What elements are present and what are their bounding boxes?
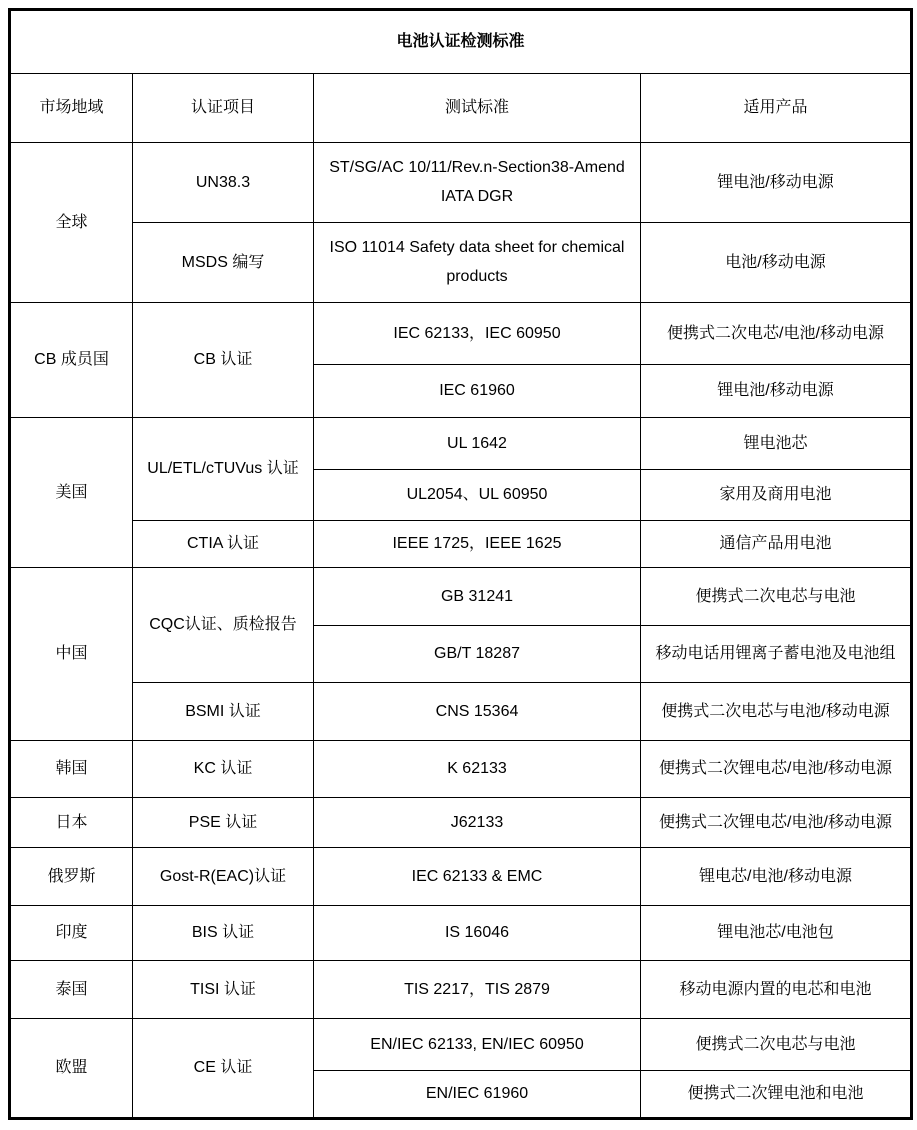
cert-cell: CE 认证 <box>133 1019 314 1119</box>
product-cell: 锂电池芯 <box>641 418 912 470</box>
product-cell: 便携式二次锂电芯/电池/移动电源 <box>641 741 912 798</box>
cert-cell: CB 认证 <box>133 303 314 418</box>
table-row <box>10 521 912 568</box>
standard-cell: EN/IEC 62133, EN/IEC 60950 <box>314 1019 641 1071</box>
product-cell: 家用及商用电池 <box>641 470 912 521</box>
header-row <box>10 74 912 143</box>
cert-cell: CTIA 认证 <box>133 521 314 568</box>
table-row <box>10 143 912 223</box>
standard-cell: IEC 62133，IEC 60950 <box>314 303 641 365</box>
cert-cell: CQC认证、质检报告 <box>133 568 314 683</box>
product-cell: 便携式二次电芯与电池 <box>641 1019 912 1071</box>
standard-cell <box>314 143 641 223</box>
title-row <box>10 10 912 74</box>
table-row <box>10 1019 912 1071</box>
region-cell: 美国 <box>10 418 133 568</box>
product-cell: 便携式二次锂电芯/电池/移动电源 <box>641 798 912 848</box>
standard-cell: IEEE 1725，IEEE 1625 <box>314 521 641 568</box>
cert-cell: Gost-R(EAC)认证 <box>133 848 314 906</box>
region-cell: 韩国 <box>10 741 133 798</box>
table-row <box>10 961 912 1019</box>
product-cell: 通信产品用电池 <box>641 521 912 568</box>
table-row <box>10 223 912 303</box>
region-cell: CB 成员国 <box>10 303 133 418</box>
product-cell: 电池/移动电源 <box>641 223 912 303</box>
region-cell: 欧盟 <box>10 1019 133 1119</box>
column-header-region: 市场地域 <box>10 74 133 143</box>
cert-cell: MSDS 编写 <box>133 223 314 303</box>
region-cell: 泰国 <box>10 961 133 1019</box>
standard-cell: EN/IEC 61960 <box>314 1071 641 1119</box>
standard-cell: K 62133 <box>314 741 641 798</box>
cert-cell: PSE 认证 <box>133 798 314 848</box>
table-row <box>10 683 912 741</box>
product-cell: 锂电池/移动电源 <box>641 365 912 418</box>
product-cell: 移动电话用锂离子蓄电池及电池组 <box>641 626 912 683</box>
standard-cell: CNS 15364 <box>314 683 641 741</box>
cert-cell: TISI 认证 <box>133 961 314 1019</box>
standard-cell <box>314 223 641 303</box>
cert-cell: BIS 认证 <box>133 906 314 961</box>
standard-cell: UL 1642 <box>314 418 641 470</box>
region-cell: 中国 <box>10 568 133 741</box>
cert-cell: UN38.3 <box>133 143 314 223</box>
region-cell: 日本 <box>10 798 133 848</box>
table-row <box>10 303 912 365</box>
cert-cell: BSMI 认证 <box>133 683 314 741</box>
product-cell: 移动电源内置的电芯和电池 <box>641 961 912 1019</box>
page-title: 电池认证检测标准 <box>10 10 912 74</box>
table-row <box>10 741 912 798</box>
standard-cell: GB/T 18287 <box>314 626 641 683</box>
region-cell: 印度 <box>10 906 133 961</box>
cert-cell: KC 认证 <box>133 741 314 798</box>
standard-cell: UL2054、UL 60950 <box>314 470 641 521</box>
cert-cell: UL/ETL/cTUVus 认证 <box>133 418 314 521</box>
standard-cell: IEC 61960 <box>314 365 641 418</box>
standard-cell: TIS 2217，TIS 2879 <box>314 961 641 1019</box>
standard-cell: IS 16046 <box>314 906 641 961</box>
product-cell: 便携式二次电芯与电池/移动电源 <box>641 683 912 741</box>
product-cell: 便携式二次电芯与电池 <box>641 568 912 626</box>
table-row <box>10 906 912 961</box>
region-cell: 俄罗斯 <box>10 848 133 906</box>
table-row <box>10 418 912 470</box>
standard-line: IATA DGR <box>440 187 514 205</box>
table-row <box>10 568 912 626</box>
product-cell: 锂电芯/电池/移动电源 <box>641 848 912 906</box>
standard-cell: IEC 62133 & EMC <box>314 848 641 906</box>
product-cell: 锂电池芯/电池包 <box>641 906 912 961</box>
standard-cell: GB 31241 <box>314 568 641 626</box>
column-header-standard: 测试标准 <box>314 74 641 143</box>
standard-line: ST/SG/AC 10/11/Rev.n-Section38-Amend <box>329 158 625 176</box>
battery-certification-table <box>8 8 913 1120</box>
column-header-product: 适用产品 <box>641 74 912 143</box>
table-row <box>10 848 912 906</box>
standard-line: products <box>446 267 508 285</box>
product-cell: 锂电池/移动电源 <box>641 143 912 223</box>
table-row <box>10 798 912 848</box>
standard-line: ISO 11014 Safety data sheet for chemical <box>329 238 625 256</box>
region-cell: 全球 <box>10 143 133 303</box>
product-cell: 便携式二次电芯/电池/移动电源 <box>641 303 912 365</box>
product-cell: 便携式二次锂电池和电池 <box>641 1071 912 1119</box>
standard-cell: J62133 <box>314 798 641 848</box>
column-header-cert: 认证项目 <box>133 74 314 143</box>
